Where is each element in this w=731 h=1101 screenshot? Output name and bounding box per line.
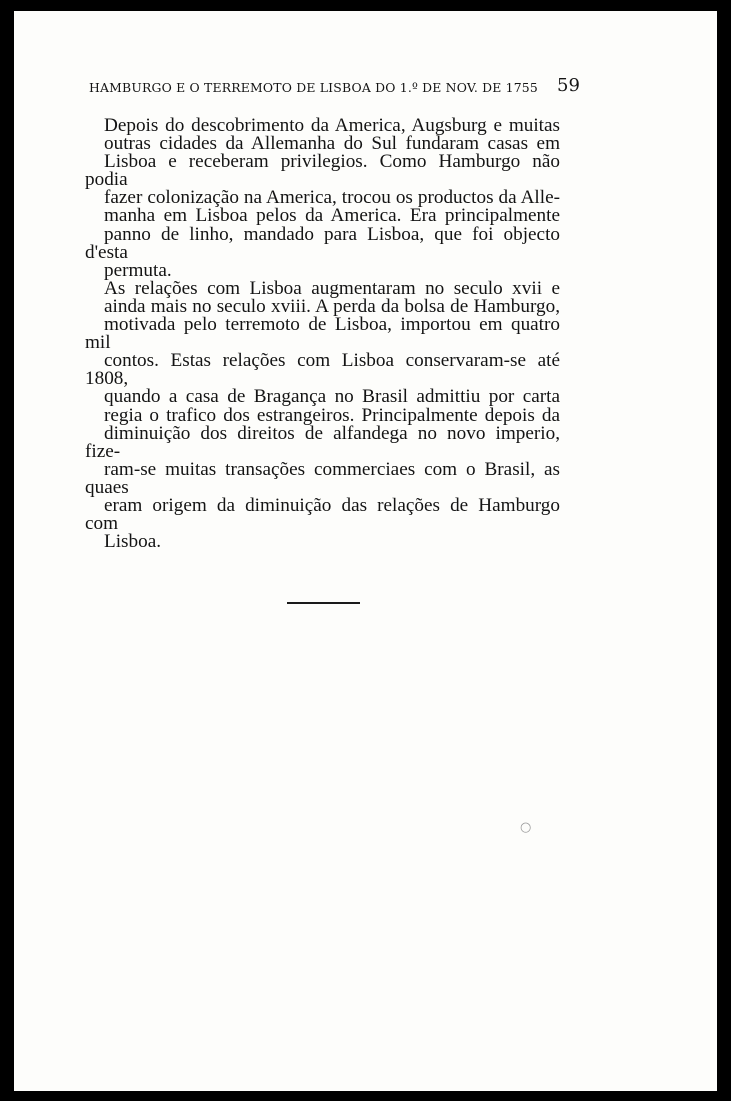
text-line: Lisboa e receberam privilegios. Como Hamburgo não podia xyxy=(85,151,560,191)
paragraph-1 xyxy=(85,117,560,280)
body-text xyxy=(85,117,560,551)
text-line: permuta. xyxy=(104,259,172,281)
text-line: ram-se muitas transações commerciaes com o Brasil, as quaes xyxy=(85,458,560,498)
text-line: regia o trafico dos estrangeiros. Principalmente depois da xyxy=(104,404,560,426)
section-rule xyxy=(287,602,360,604)
text-line: eram origem da diminuição das relações de Hamburgo com xyxy=(85,494,560,535)
running-header xyxy=(89,75,589,96)
text-line: panno de linho, mandado para Lisboa, que foi objecto d'esta xyxy=(85,223,560,263)
text-line: Depois do descobrimento da America, Augsburg e muitas xyxy=(104,115,560,136)
text-line: motivada pelo terremoto de Lisboa, importou em quatro mil xyxy=(85,314,560,354)
text-line: fazer colonização na America, trocou os productos da Alle- xyxy=(104,187,560,209)
text-line: quando a casa de Bragança no Brasil admittiu por carta xyxy=(104,386,560,408)
running-title: HAMBURGO E O TERREMOTO DE LISBOA DO 1.º DE NOV. DE 1755 xyxy=(89,80,538,95)
page-number: 59 xyxy=(557,75,580,96)
text-line: As relações com Lisboa augmentaram no seculo xvii e xyxy=(104,277,560,299)
text-line: contos. Estas relações com Lisboa conservaram-se até 1808, xyxy=(85,350,560,390)
text-line: manha em Lisboa pelos da America. Era principalmente xyxy=(104,205,560,227)
text-line: Lisboa. xyxy=(104,531,162,553)
paper-stain-mark: ○ xyxy=(520,820,532,835)
text-line: ainda mais no seculo xviii. A perda da bolsa de Hamburgo, xyxy=(104,295,560,317)
text-line: diminuição dos direitos de alfandega no novo imperio, fize- xyxy=(85,422,560,462)
text-line: outras cidades da Allemanha do Sul fundaram casas em xyxy=(104,133,560,155)
paragraph-2 xyxy=(85,277,560,553)
